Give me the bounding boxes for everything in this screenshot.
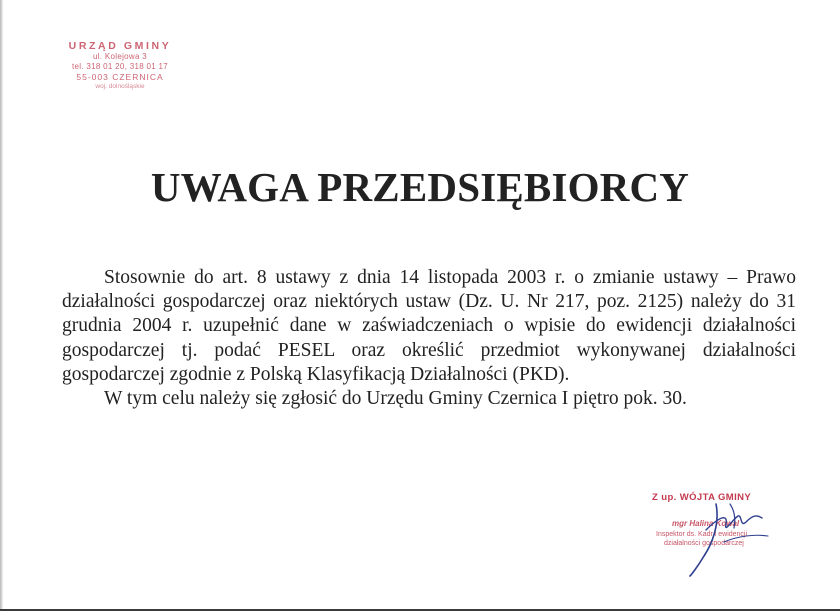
signature-stamp-position-1: Inspektor ds. Kadr i ewidencji — [656, 531, 748, 538]
scan-edge — [0, 0, 3, 611]
office-stamp-name: URZĄD GMINY — [68, 40, 172, 52]
signature-stamp-name: mgr Halina Kowal — [672, 519, 740, 528]
handwritten-signature — [676, 494, 786, 578]
office-stamp-city: 55-003 CZERNICA — [76, 72, 164, 82]
notice-paragraph-2: W tym celu należy się zgłosić do Urzędu Gminy Czernica I piętro pok. 30. — [104, 388, 687, 410]
signature-stamp-position-2: działalności gospodarczej — [664, 540, 744, 547]
notice-body — [62, 266, 796, 411]
office-stamp — [56, 40, 184, 91]
notice-paragraph-1: Stosownie do art. 8 ustawy z dnia 14 listopada 2003 r. o zmianie ustawy – Prawo działalności gospodarczej oraz niektórych ustaw (Dz. U. Nr 217, poz. 2125) należy do 31 grudnia 2004 r. uzupełnić dane w zaświadczeniach o wpisie do ewidencji działalności gospodarczej tj. podać PESEL oraz określić przedmiot wykonywanej działalności gospodarczej zgodnie z Polską Klasyfikacją Działalności (PKD). — [62, 267, 796, 385]
office-stamp-region: woj. dolnośląskie — [95, 83, 145, 90]
document-title: UWAGA PRZEDSIĘBIORCY — [150, 164, 690, 210]
signature-stamp-role: Z up. WÓJTA GMINY — [652, 492, 752, 503]
office-stamp-phone: tel. 318 01 20, 318 01 17 — [71, 62, 169, 71]
office-stamp-street: ul. Kolejowa 3 — [92, 52, 147, 61]
